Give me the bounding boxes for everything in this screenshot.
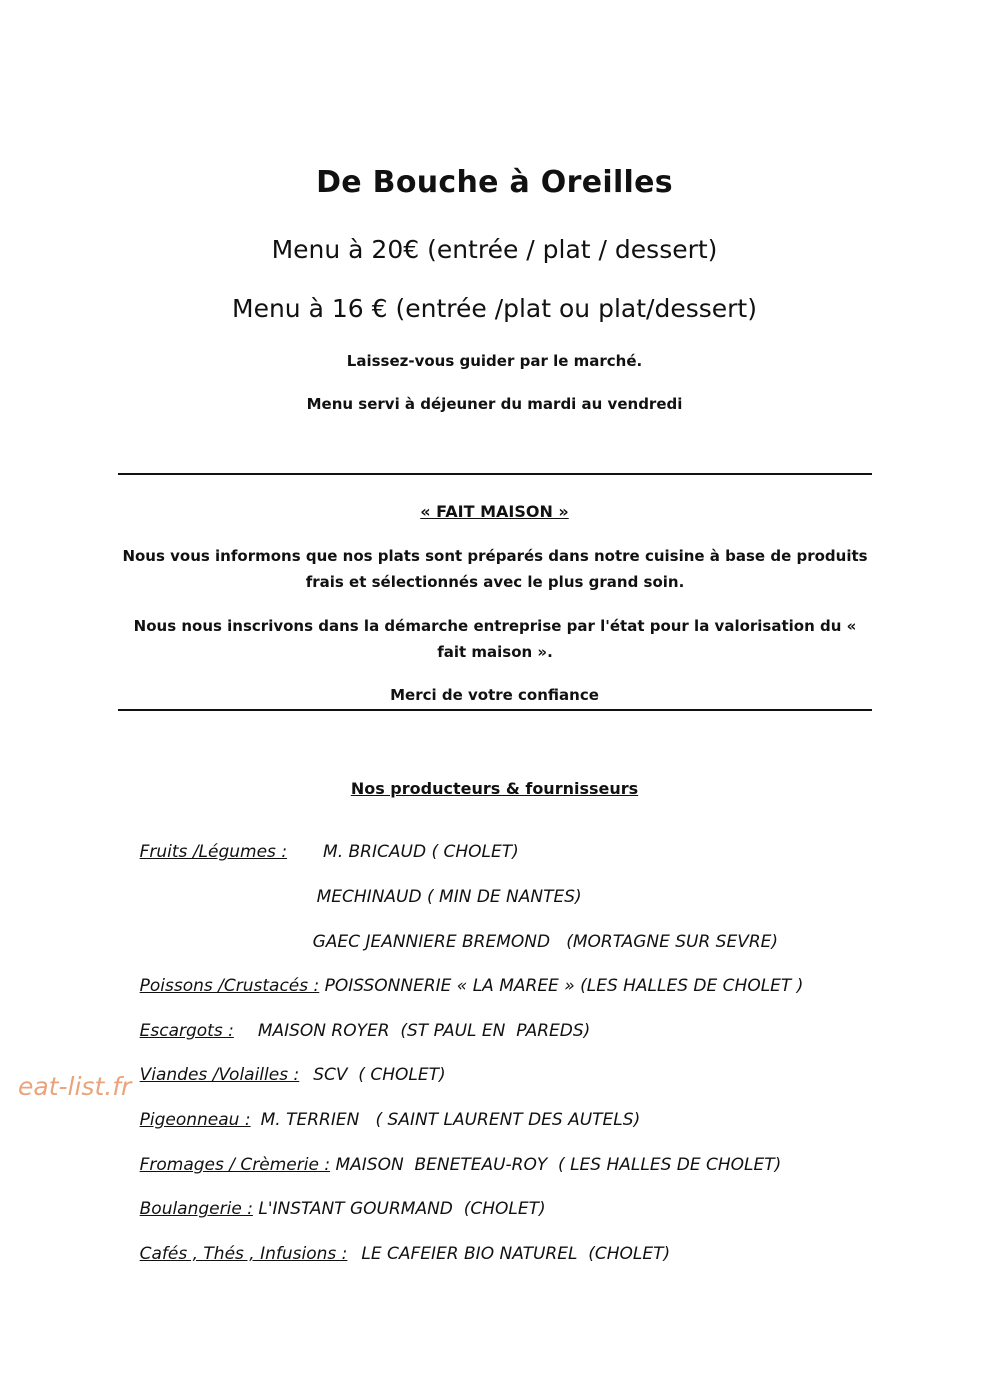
- producer-label: Fruits /Légumes :: [139, 842, 288, 862]
- producer-row: [118, 1224, 670, 1284]
- producer-value: GAEC JEANNIERE BREMOND (MORTAGNE SUR SEVRE): [312, 932, 779, 952]
- producer-label: Boulangerie :: [139, 1199, 253, 1219]
- menu-20-line: Menu à 20€ (entrée / plat / dessert): [271, 235, 718, 264]
- fait-maison-paragraph-2: Nous nous inscrivons dans la démarche entreprise par l'état pour la valorisation du « fait maison ».: [133, 617, 857, 661]
- producer-label: Pigeonneau :: [139, 1110, 251, 1130]
- producer-label: Escargots :: [139, 1021, 234, 1041]
- producer-label: Viandes /Volailles :: [139, 1065, 300, 1085]
- divider-bottom: [118, 709, 872, 711]
- fait-maison-paragraph-1: Nous vous informons que nos plats sont préparés dans notre cuisine à base de produits frais et sélectionnés avec le plus grand soin.: [122, 547, 868, 591]
- producers-title: Nos producteurs & fournisseurs: [350, 779, 639, 798]
- tagline-market: Laissez-vous guider par le marché.: [346, 352, 643, 370]
- producer-value: LE CAFEIER BIO NATUREL (CHOLET): [361, 1244, 671, 1264]
- menu-16-line: Menu à 16 € (entrée /plat ou plat/dessert): [232, 294, 757, 323]
- producer-value: MAISON BENETEAU-ROY ( LES HALLES DE CHOLET): [335, 1155, 782, 1175]
- divider-top: [118, 473, 872, 475]
- producer-value: M. BRICAUD ( CHOLET): [323, 842, 519, 862]
- producer-value: MAISON ROYER (ST PAUL EN PAREDS): [257, 1021, 591, 1041]
- thanks-line: Merci de votre confiance: [390, 686, 599, 704]
- fait-maison-title: « FAIT MAISON »: [420, 502, 569, 521]
- producer-value: M. TERRIEN ( SAINT LAURENT DES AUTELS): [260, 1110, 641, 1130]
- producer-value: SCV ( CHOLET): [313, 1065, 446, 1085]
- producer-label: Fromages / Crèmerie :: [139, 1155, 331, 1175]
- producer-label: Poissons /Crustacés :: [139, 976, 320, 996]
- producer-label: Cafés , Thés , Infusions :: [139, 1244, 348, 1264]
- producer-value: MECHINAUD ( MIN DE NANTES): [316, 887, 582, 907]
- restaurant-title: De Bouche à Oreilles: [316, 165, 673, 200]
- tagline-service: Menu servi à déjeuner du mardi au vendredi: [306, 395, 683, 413]
- producer-value: POISSONNERIE « LA MAREE » (LES HALLES DE CHOLET ): [324, 976, 804, 996]
- producer-value: L'INSTANT GOURMAND (CHOLET): [258, 1199, 546, 1219]
- site-watermark: eat-list.fr: [18, 1072, 132, 1101]
